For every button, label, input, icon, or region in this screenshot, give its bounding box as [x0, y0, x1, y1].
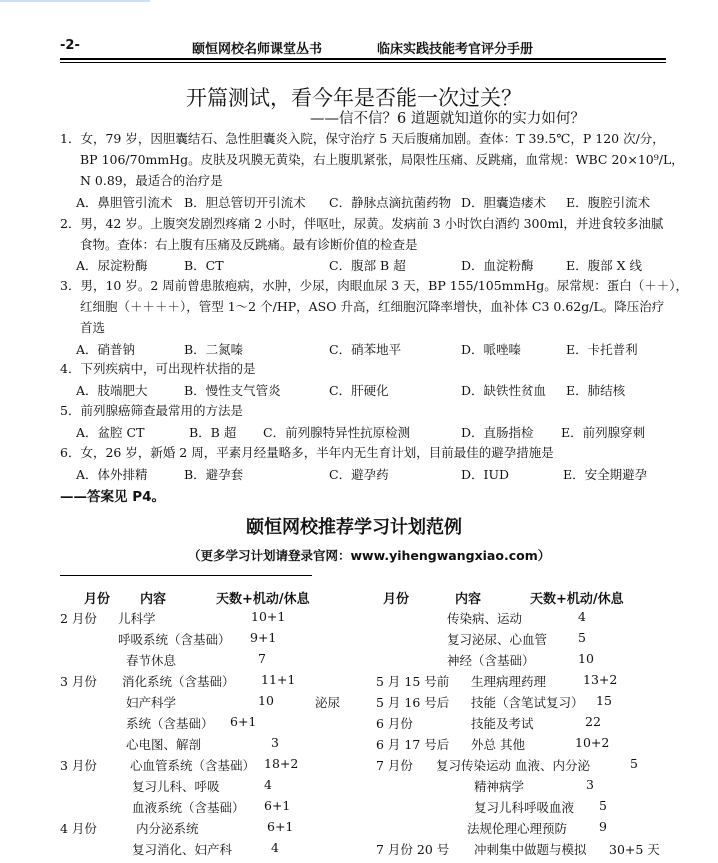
- answer-reference: ——答案见 P4。: [60, 489, 165, 505]
- q2-option-b: B．CT: [184, 258, 224, 273]
- q3-option-b: B．二氮嗪: [184, 342, 244, 357]
- left-row-9-content: 复习儿科、呼吸: [132, 779, 220, 794]
- left-row-5-content: 妇产科学: [126, 695, 177, 710]
- left-row-10-content: 血液系统（含基础）: [132, 800, 245, 815]
- q5-option-c: C．前列腺特异性抗原检测: [263, 425, 411, 440]
- right-row-1-days: 4: [578, 609, 586, 624]
- q1-option-e: E．腹腔引流术: [566, 195, 651, 210]
- question-3-line-1: 3．男，10 岁。2 周前曾患脓疱病，水肿，少尿，肉眼血尿 3 天，BP 155/105mmHg。尿常规：蛋白（＋＋），: [60, 278, 689, 293]
- left-row-1-days: 10+1: [251, 609, 286, 624]
- right-row-2-days: 5: [578, 630, 586, 645]
- left-header-content: 内容: [140, 592, 167, 607]
- question-4-line-1: 4．下列疾病中，可出现杵状指的是: [60, 361, 256, 376]
- left-row-11-month: 4 月份: [60, 821, 97, 836]
- left-row-5-extra: 泌尿: [315, 695, 341, 710]
- plan-title: 颐恒网校推荐学习计划范例: [246, 517, 462, 538]
- q4-option-a: A．肢端肥大: [76, 383, 148, 398]
- right-row-6-days: 22: [585, 714, 601, 729]
- right-row-10-content: 复习儿科呼吸血液: [474, 800, 575, 815]
- top-left-mark: [0, 0, 150, 2]
- header-rule-thick: [60, 58, 666, 60]
- left-row-1-content: 儿科学: [118, 611, 156, 626]
- left-row-8-days: 18+2: [264, 756, 299, 771]
- left-row-6-content: 系统（含基础）: [126, 716, 214, 731]
- q6-option-a: A．体外排精: [76, 467, 148, 482]
- question-1-line-3: N 0.89，最适合的治疗是: [80, 173, 223, 188]
- left-row-3-days: 7: [258, 651, 266, 666]
- right-row-1-content: 传染病、运动: [447, 611, 523, 626]
- right-row-7-content: 外总 其他: [471, 737, 525, 752]
- right-row-2-content: 复习泌尿、心血管: [447, 632, 548, 647]
- plan-divider: [60, 575, 312, 576]
- q6-option-b: B．避孕套: [184, 467, 244, 482]
- right-row-5-month: 5 月 16 号后: [376, 695, 450, 710]
- q1-option-c: C．静脉点滴抗菌药物: [329, 195, 452, 210]
- q4-option-d: D．缺铁性贫血: [461, 383, 547, 398]
- right-row-12-month: 7 月份 20 号: [376, 842, 450, 857]
- right-row-10-days: 5: [599, 798, 607, 813]
- right-row-5-days: 15: [596, 693, 612, 708]
- right-row-6-month: 6 月份: [376, 716, 413, 731]
- right-row-11-content: 法规伦理心理预防: [467, 821, 568, 836]
- right-row-7-days: 10+2: [575, 735, 610, 750]
- left-row-11-days: 6+1: [267, 819, 294, 834]
- question-5-line-1: 5．前列腺癌筛查最常用的方法是: [60, 403, 243, 418]
- q6-option-d: D．IUD: [461, 467, 510, 482]
- right-row-8-month: 7 月份: [376, 758, 413, 773]
- q5-option-d: D．直肠指检: [461, 425, 534, 440]
- left-row-7-days: 3: [271, 735, 279, 750]
- question-3-line-3: 首选: [80, 320, 106, 335]
- q2-option-d: D．血淀粉酶: [461, 258, 534, 273]
- q3-option-a: A．硝普钠: [76, 342, 136, 357]
- q1-option-a: A．鼻胆管引流术: [76, 195, 173, 210]
- right-header-days: 天数+机动/休息: [530, 592, 624, 607]
- left-row-2-content: 呼吸系统（含基础）: [118, 632, 231, 647]
- book-title: 临床实践技能考官评分手册: [377, 42, 534, 57]
- q1-option-d: D．胆囊造瘘术: [461, 195, 547, 210]
- left-row-3-content: 春节休息: [126, 653, 177, 668]
- page-number: -2-: [60, 38, 80, 53]
- plan-note: （更多学习计划请登录官网：www.yihengwangxiao.com）: [188, 548, 551, 563]
- left-row-5-days: 10: [258, 693, 274, 708]
- right-row-7-month: 6 月 17 号后: [376, 737, 450, 752]
- right-row-9-days: 3: [586, 777, 594, 792]
- right-row-3-content: 神经（含基础）: [447, 653, 535, 668]
- left-row-10-days: 6+1: [264, 798, 291, 813]
- q1-option-b: B．胆总管切开引流术: [184, 195, 306, 210]
- question-3-line-2: 红细胞（＋＋＋＋），管型 1～2 个/HP，ASO 升高，红细胞沉降率增快，血补体 C3 0.62g/L。降压治疗: [80, 299, 665, 314]
- left-row-6-days: 6+1: [230, 714, 257, 729]
- q4-option-c: C．肝硬化: [329, 383, 389, 398]
- left-row-7-content: 心电图、解剖: [126, 737, 202, 752]
- left-row-1-month: 2 月份: [60, 611, 97, 626]
- right-row-8-days: 5: [630, 756, 638, 771]
- right-row-12-days: 30+5 天: [609, 842, 660, 857]
- q4-option-e: E．肺结核: [566, 383, 626, 398]
- q2-option-c: C．腹部 B 超: [329, 258, 406, 273]
- question-1-line-1: 1．女，79 岁，因胆囊结石、急性胆囊炎入院，保守治疗 5 天后腹痛加剧。查体：T 39.5℃，P 120 次/分，: [60, 131, 665, 146]
- right-row-9-content: 精神病学: [474, 779, 525, 794]
- left-row-2-days: 9+1: [250, 630, 277, 645]
- q3-option-e: E．卡托普利: [566, 342, 638, 357]
- left-row-8-content: 心血管系统（含基础）: [130, 758, 256, 773]
- left-row-4-month: 3 月份: [60, 674, 97, 689]
- left-row-9-days: 4: [264, 777, 272, 792]
- test-title: 开篇测试，看今年是否能一次过关？: [186, 86, 522, 110]
- q6-option-c: C．避孕药: [329, 467, 389, 482]
- test-subtitle: ——信不信？6 道题就知道你的实力如何？: [310, 111, 585, 127]
- q4-option-b: B．慢性支气管炎: [184, 383, 281, 398]
- q5-option-b: B．B 超: [189, 425, 237, 440]
- q5-option-e: E．前列腺穿刺: [561, 425, 646, 440]
- q6-option-e: E．安全期避孕: [563, 467, 648, 482]
- right-row-12-content: 冲刺集中做题与模拟: [474, 842, 587, 857]
- right-row-3-days: 10: [578, 651, 594, 666]
- series-title: 颐恒网校名师课堂丛书: [192, 42, 323, 57]
- right-row-5-content: 技能（含笔试复习）: [471, 695, 584, 710]
- question-1-line-2: BP 106/70mmHg。皮肤及巩膜无黄染，右上腹肌紧张，局限性压痛、反跳痛，血常规：WBC 20×10⁹/L，: [80, 152, 684, 167]
- left-header-month: 月份: [84, 592, 111, 607]
- left-row-4-content: 消化系统（含基础）: [122, 674, 235, 689]
- right-header-month: 月份: [383, 592, 410, 607]
- question-6-line-1: 6．女，26 岁，新婚 2 周，平素月经量略多，半年内无生育计划，目前最佳的避孕措施是: [60, 445, 554, 460]
- question-2-line-2: 食物。查体：右上腹有压痛及反跳痛。最有诊断价值的检查是: [80, 237, 418, 252]
- left-row-4-days: 11+1: [261, 672, 296, 687]
- q3-option-d: D．哌唑嗪: [461, 342, 522, 357]
- header-rule-thin: [60, 62, 666, 63]
- q3-option-c: C．硝苯地平: [329, 342, 402, 357]
- question-2-line-1: 2．男，42 岁。上腹突发剧烈疼痛 2 小时，伴呕吐，尿黄。发病前 3 小时饮白酒约 300ml，并进食较多油腻: [60, 216, 664, 231]
- right-row-4-days: 13+2: [583, 672, 618, 687]
- right-row-4-content: 生理病理药理: [471, 674, 547, 689]
- right-row-6-content: 技能及考试: [471, 716, 534, 731]
- q2-option-e: E．腹部 X 线: [566, 258, 642, 273]
- left-row-12-content: 复习消化、妇产科: [132, 842, 233, 857]
- q5-option-a: A．盆腔 CT: [76, 425, 145, 440]
- left-row-8-month: 3 月份: [60, 758, 97, 773]
- right-row-8-content: 复习传染运动 血液、内分泌: [436, 758, 590, 773]
- right-header-content: 内容: [455, 592, 482, 607]
- right-row-11-days: 9: [599, 819, 607, 834]
- left-row-12-days: 4: [271, 840, 279, 855]
- left-row-11-content: 内分泌系统: [136, 821, 199, 836]
- right-row-4-month: 5 月 15 号前: [376, 674, 450, 689]
- left-header-days: 天数+机动/休息: [216, 592, 310, 607]
- q2-option-a: A．尿淀粉酶: [76, 258, 148, 273]
